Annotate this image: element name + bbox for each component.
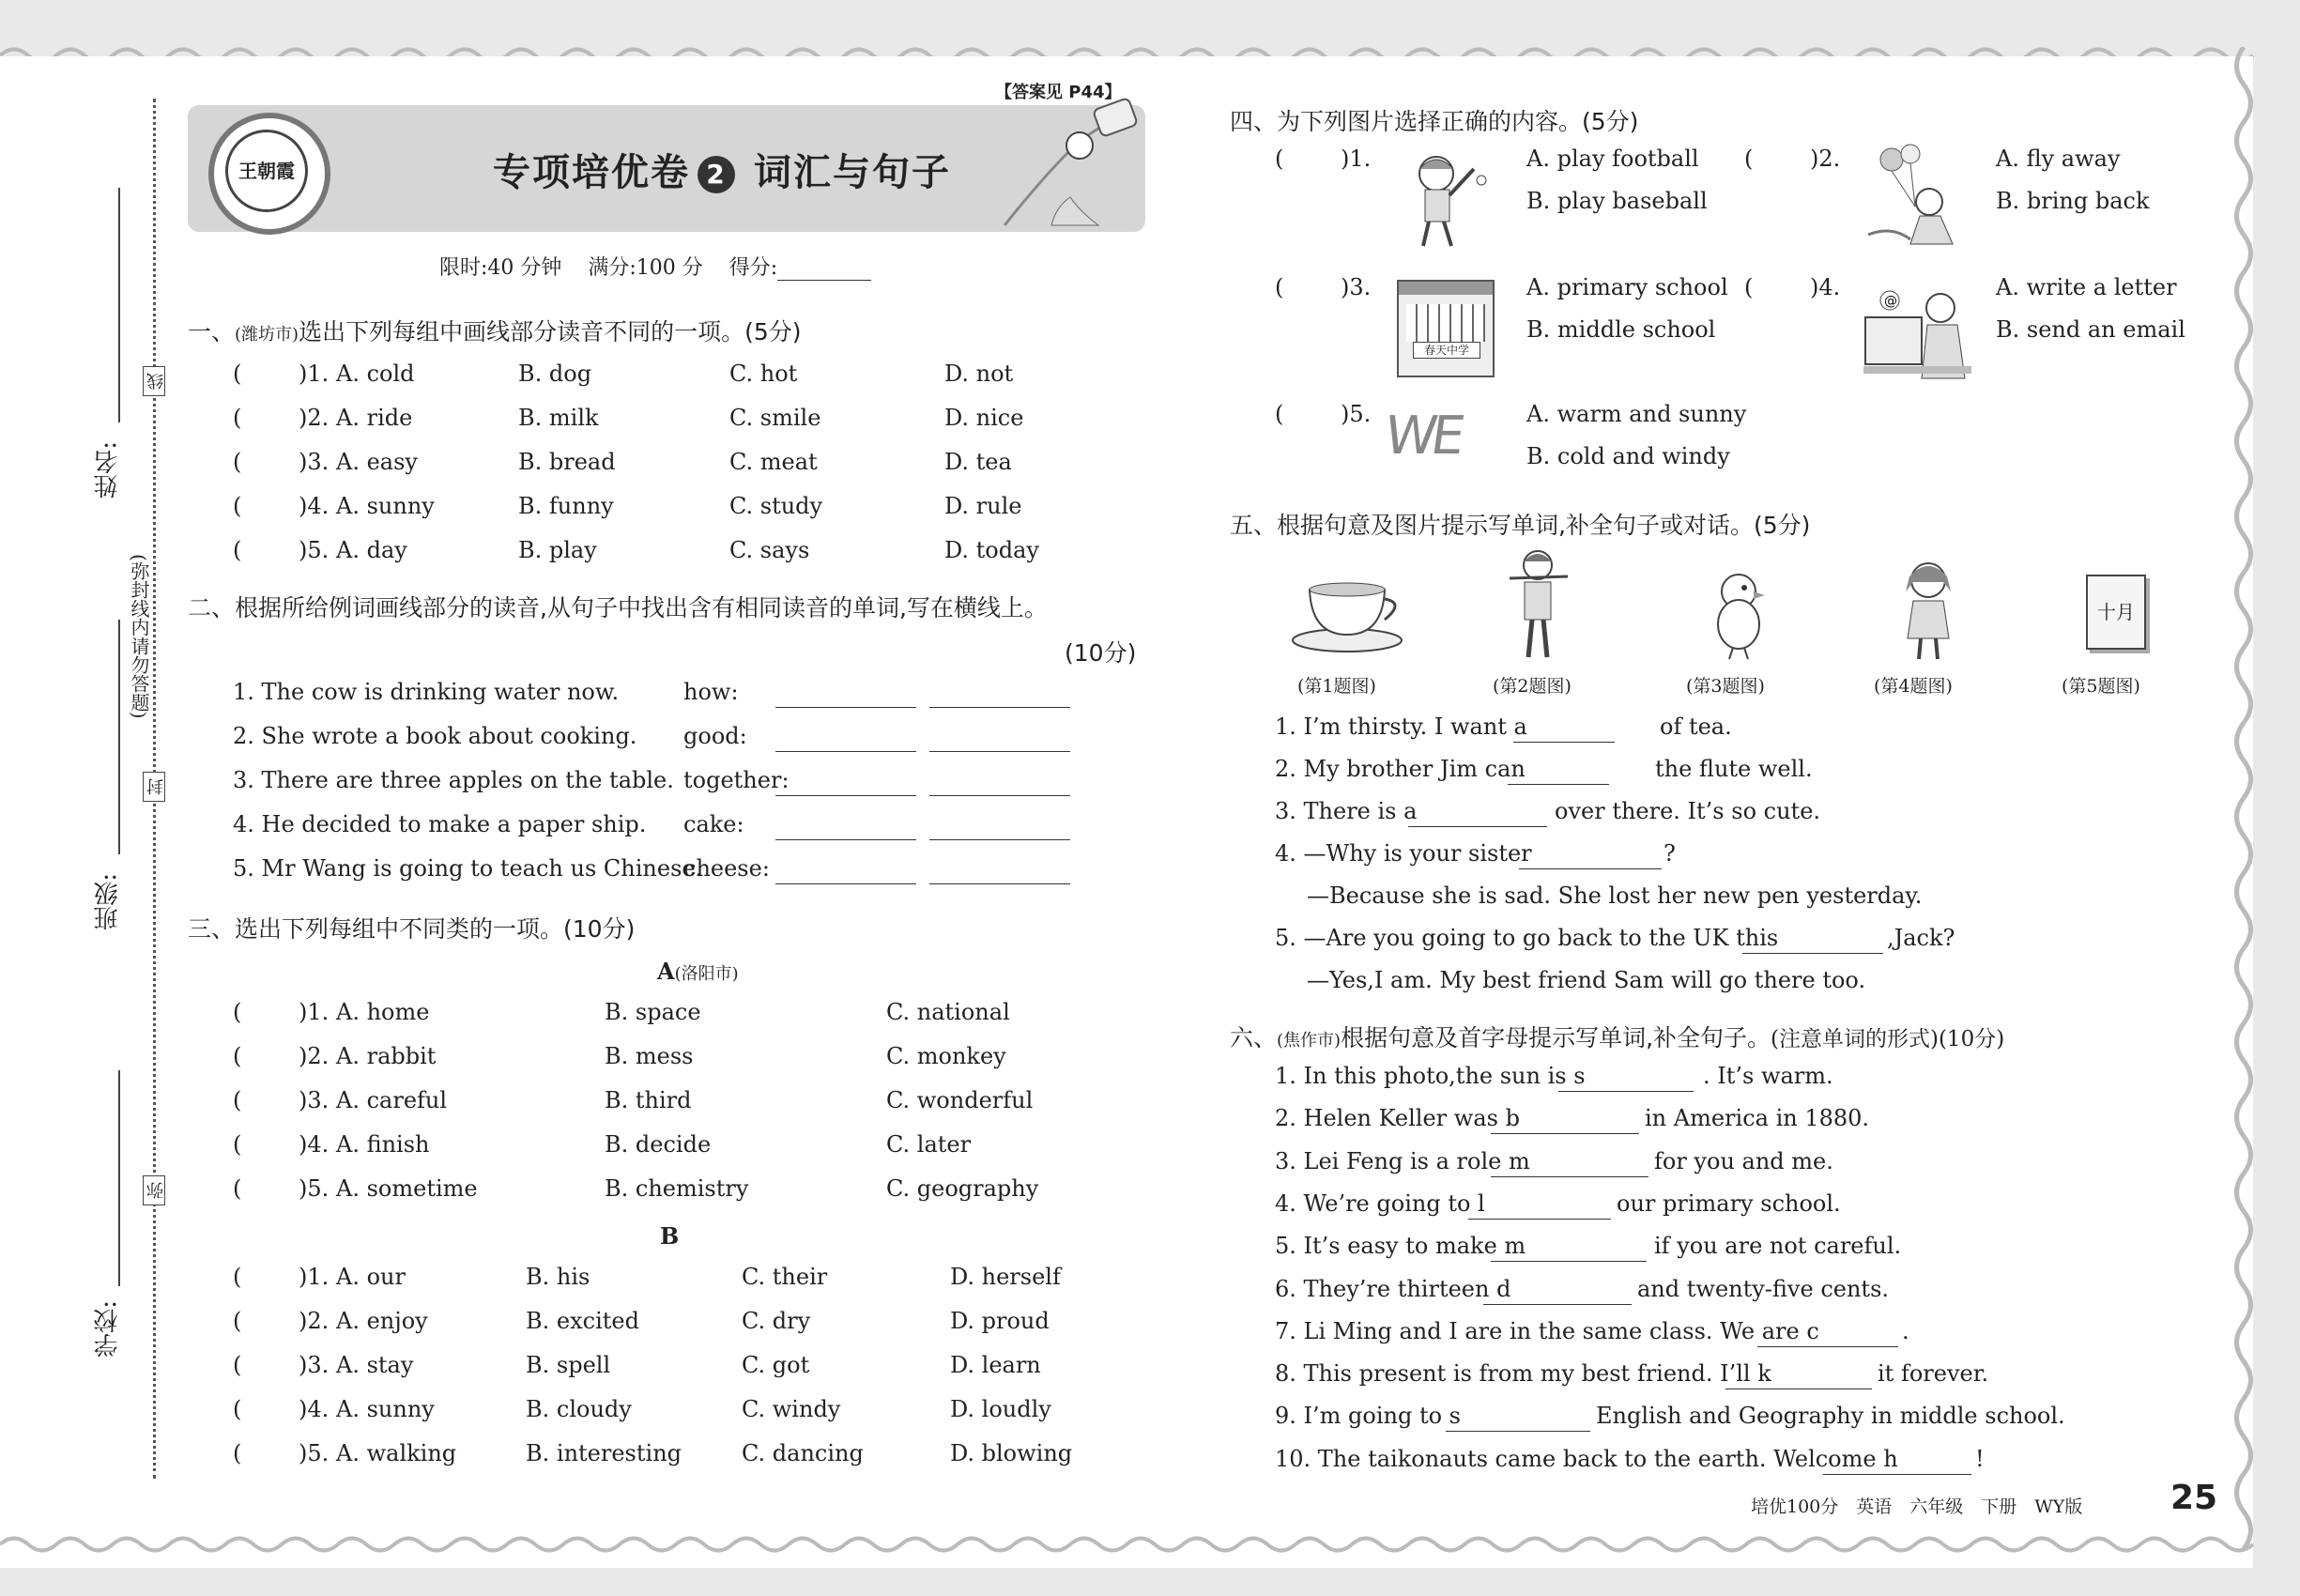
option-a: A. write a letter <box>1996 274 2177 300</box>
option-b: B. his <box>526 1264 590 1290</box>
time-limit: 限时:40 分钟 <box>439 256 562 280</box>
option-a: A. rabbit <box>336 1043 437 1069</box>
answer-blank-2[interactable] <box>929 839 1070 840</box>
section-6-note: (注意单词的形式)(10分) <box>1771 1027 2005 1051</box>
answer-blank[interactable] <box>1757 1346 1898 1347</box>
seal-note: (弥封线内请勿答题) <box>128 554 150 719</box>
answer-paren[interactable]: ( <box>233 999 242 1025</box>
answer-blank-2[interactable] <box>929 751 1070 752</box>
answer-blank-2[interactable] <box>929 795 1070 796</box>
question-text-end: in America in 1880. <box>1645 1105 1870 1132</box>
answer-blank[interactable] <box>1491 1133 1639 1134</box>
option-b: B. excited <box>526 1308 639 1334</box>
exam-limits <box>439 252 871 281</box>
example-word: together: <box>683 767 790 793</box>
computer-boy-picture <box>1863 280 1971 383</box>
teacup-picture <box>1291 573 1413 657</box>
section-3-title: 三、选出下列每组中不同类的一项。(10分) <box>188 915 636 943</box>
option-c: C. smile <box>729 405 821 431</box>
question-number: )1. <box>1341 146 1372 172</box>
option-b: B. mess <box>605 1043 694 1069</box>
option-c: C. meat <box>729 449 818 475</box>
answer-blank-1[interactable] <box>775 839 916 840</box>
school-line[interactable] <box>118 1070 120 1286</box>
answer-blank[interactable] <box>1491 1261 1647 1262</box>
answer-blank-1[interactable] <box>775 795 916 796</box>
balloon-girl-picture <box>1863 141 1967 258</box>
question-text-end: ! <box>1975 1445 1985 1472</box>
option-d: D. rule <box>944 493 1022 519</box>
section-5-title: 五、根据句意及图片提示写单词,补全句子或对话。(5分) <box>1230 512 1811 539</box>
question-text-end: it forever. <box>1878 1360 1989 1388</box>
question-text: —Yes,I am. My best friend Sam will go there too. <box>1307 967 1866 993</box>
answer-paren[interactable]: ( <box>233 537 242 563</box>
wavy-border-right <box>2225 47 2262 1549</box>
option-c: C. national <box>886 999 1010 1025</box>
question-number: )5. <box>299 1440 330 1466</box>
question-text-end: if you are not careful. <box>1654 1233 1902 1260</box>
option-b: B. send an email <box>1996 316 2185 343</box>
flute-boy-picture <box>1500 545 1575 667</box>
sentence: 1. The cow is drinking water now. <box>233 679 620 705</box>
figure-caption: (第5题图) <box>2062 676 2140 697</box>
option-d: D. proud <box>950 1308 1050 1334</box>
question-number: )3. <box>299 449 330 475</box>
question-text: 6. They’re thirteen d <box>1275 1275 1511 1302</box>
option-b: B. cloudy <box>526 1396 632 1422</box>
option-b: B. milk <box>518 405 599 431</box>
title-number: 2 <box>698 156 735 193</box>
figure-caption: (第2题图) <box>1493 676 1572 697</box>
crying-girl-picture <box>1889 554 1969 662</box>
question-number: )4. <box>299 493 330 519</box>
question-text-end: the flute well. <box>1655 756 1813 782</box>
section-6-text: 根据句意及首字母提示写单词,补全句子。 <box>1341 1024 1771 1051</box>
seal-mark-seal: 封 <box>143 772 165 802</box>
example-word: cheese: <box>683 855 770 882</box>
question-text: 2. My brother Jim can <box>1275 756 1526 782</box>
question-text-end: for you and me. <box>1654 1147 1833 1174</box>
question-text-end: ,Jack? <box>1887 925 1955 951</box>
astronaut-illustration <box>986 94 1155 235</box>
svg-text:@: @ <box>1884 294 1897 309</box>
section-1-title <box>188 314 801 347</box>
section-4-title: 四、为下列图片选择正确的内容。(5分) <box>1230 108 1639 135</box>
answer-paren[interactable]: ( <box>233 1043 242 1069</box>
option-b: B. interesting <box>526 1440 682 1466</box>
sentence: 3. There are three apples on the table. <box>233 767 674 793</box>
option-a: A. warm and sunny <box>1526 401 1747 427</box>
figure-caption: (第1题图) <box>1297 676 1376 697</box>
answer-blank[interactable] <box>1408 826 1547 827</box>
class-label: 班级: <box>94 873 122 930</box>
question-text-end: our primary school. <box>1617 1189 1841 1217</box>
answer-blank-1[interactable] <box>775 707 916 708</box>
question-number: )4. <box>1810 274 1841 300</box>
option-a: A. fly away <box>1996 146 2121 172</box>
wind-picture: WE <box>1380 406 1464 467</box>
question-number: )2. <box>299 1308 330 1334</box>
school-label: 学校: <box>94 1300 122 1358</box>
baseball-player-picture <box>1399 141 1493 253</box>
page-number: 25 <box>2170 1479 2218 1517</box>
answer-paren[interactable]: ( <box>233 1175 242 1202</box>
option-b: B. middle school <box>1526 316 1716 343</box>
question-text: 7. Li Ming and I are in the same class. We are c <box>1275 1317 1819 1344</box>
answer-blank[interactable] <box>1491 1176 1648 1177</box>
part-a-label <box>657 958 739 985</box>
question-number: )1. <box>299 361 330 387</box>
calendar-picture: 十月 <box>2086 575 2146 650</box>
question-text: 4. We’re going to l <box>1275 1189 1485 1217</box>
answer-blank[interactable] <box>1446 1431 1590 1432</box>
section-2-score: (10分) <box>1065 639 1137 667</box>
question-text: 9. I’m going to s <box>1275 1403 1461 1430</box>
option-a: A. play football <box>1526 146 1699 172</box>
question-text: 10. The taikonauts came back to the earth. Welcome h <box>1275 1445 1898 1472</box>
option-b: B. cold and windy <box>1526 443 1730 469</box>
option-a: A. day <box>336 537 407 563</box>
option-d: D. not <box>944 361 1014 387</box>
answer-paren[interactable]: ( <box>1744 274 1754 300</box>
question-number: )5. <box>299 537 330 563</box>
bird-picture <box>1701 563 1776 662</box>
option-b: B. bring back <box>1996 188 2150 214</box>
option-a: A. enjoy <box>336 1308 428 1334</box>
answer-paren[interactable]: ( <box>233 1396 242 1422</box>
option-a: A. walking <box>336 1440 457 1466</box>
answer-paren[interactable]: ( <box>233 405 242 431</box>
question-number: )5. <box>1341 401 1372 427</box>
answer-paren[interactable]: ( <box>1275 401 1284 427</box>
option-c: C. says <box>729 537 810 563</box>
answer-blank[interactable] <box>1558 1091 1694 1092</box>
question-number: )3. <box>299 1352 330 1378</box>
answer-blank-1[interactable] <box>775 883 916 884</box>
section-6-region: (焦作市) <box>1277 1031 1342 1051</box>
question-text: 3. There is a <box>1275 798 1418 824</box>
score-label: 得分: <box>728 256 778 280</box>
option-a: A. sunny <box>336 493 435 519</box>
option-c: C. geography <box>886 1175 1039 1202</box>
option-a: A. sunny <box>336 1396 435 1422</box>
option-b: B. spell <box>526 1352 611 1378</box>
title-prefix: 专项培优卷 <box>493 151 690 194</box>
answer-paren[interactable]: ( <box>233 361 242 387</box>
example-word: good: <box>683 723 747 749</box>
part-b-label: B <box>660 1222 680 1250</box>
question-text: —Because she is sad. She lost her new pen yesterday. <box>1307 882 1923 909</box>
option-a: A. our <box>336 1264 406 1290</box>
option-d: D. tea <box>944 449 1012 475</box>
option-a: A. home <box>336 999 430 1025</box>
option-d: D. loudly <box>950 1396 1051 1422</box>
option-b: B. dog <box>518 361 592 387</box>
option-b: B. funny <box>518 493 614 519</box>
answer-paren[interactable]: ( <box>233 1308 242 1334</box>
option-b: B. bread <box>518 449 616 475</box>
option-d: D. herself <box>950 1264 1061 1290</box>
answer-blank[interactable] <box>1483 1304 1632 1305</box>
answer-reference: 【答案见 P44】 <box>995 83 1122 102</box>
answer-paren[interactable]: ( <box>233 449 242 475</box>
school-building-picture <box>1397 280 1495 377</box>
option-a: A. primary school <box>1526 274 1728 300</box>
option-c: C. dry <box>742 1308 811 1334</box>
question-text-end: over there. It’s so cute. <box>1555 798 1821 824</box>
answer-paren[interactable]: ( <box>1744 146 1754 172</box>
question-number: )3. <box>299 1087 330 1113</box>
answer-blank[interactable] <box>1823 1474 1971 1475</box>
part-a-letter: A <box>657 958 675 985</box>
question-text-end: ? <box>1664 840 1676 867</box>
option-c: C. later <box>886 1131 972 1158</box>
score-blank[interactable] <box>777 263 871 281</box>
question-number: )5. <box>299 1175 330 1202</box>
option-c: C. got <box>742 1352 810 1378</box>
question-text-end: . <box>1902 1317 1909 1344</box>
section-1-region: (潍坊市) <box>235 325 299 345</box>
option-a: A. careful <box>336 1087 448 1113</box>
question-number: )3. <box>1341 274 1372 300</box>
question-text: 4. —Why is your sister <box>1275 840 1532 867</box>
question-text: 1. In this photo,the sun is s <box>1275 1063 1586 1089</box>
option-b: B. play <box>518 537 597 563</box>
page-title <box>493 143 951 196</box>
title-suffix: 词汇与句子 <box>754 151 951 194</box>
question-text: 5. —Are you going to go back to the UK this <box>1275 925 1779 951</box>
answer-paren[interactable]: ( <box>1275 274 1284 300</box>
question-number: )2. <box>299 1043 330 1069</box>
question-number: )1. <box>299 999 330 1025</box>
logo-text: 王朝霞 <box>225 130 308 212</box>
name-line[interactable] <box>118 188 120 422</box>
answer-blank-2[interactable] <box>929 707 1070 708</box>
option-a: A. sometime <box>336 1175 478 1202</box>
section-2-title: 二、根据所给例词画线部分的读音,从句子中找出含有相同读音的单词,写在横线上。 <box>188 594 1048 622</box>
question-text: 5. It’s easy to make m <box>1275 1233 1526 1260</box>
option-a: A. stay <box>336 1352 414 1378</box>
option-c: C. their <box>742 1264 828 1290</box>
wavy-border-bottom <box>0 1530 2300 1558</box>
option-c: C. monkey <box>886 1043 1006 1069</box>
option-b: B. chemistry <box>605 1175 749 1202</box>
option-d: D. today <box>944 537 1039 563</box>
answer-paren[interactable]: ( <box>1275 146 1284 172</box>
section-1-number: 一、 <box>188 318 236 345</box>
example-word: cake: <box>683 811 744 837</box>
name-label: 姓名: <box>94 441 122 499</box>
option-a: A. ride <box>336 405 413 431</box>
school-sign: 春天中学 <box>1413 342 1480 359</box>
option-c: C. wonderful <box>886 1087 1034 1113</box>
answer-blank[interactable] <box>1468 1219 1611 1220</box>
option-b: B. play baseball <box>1526 188 1708 214</box>
answer-paren[interactable]: ( <box>233 493 242 519</box>
option-a: A. finish <box>336 1131 430 1158</box>
option-d: D. blowing <box>950 1440 1073 1466</box>
section-6-number: 六、 <box>1230 1024 1278 1051</box>
option-b: B. space <box>605 999 701 1025</box>
section-1-text: 选出下列每组中画线部分读音不同的一项。(5分) <box>299 318 802 345</box>
sentence: 2. She wrote a book about cooking. <box>233 723 637 749</box>
example-word: how: <box>683 679 739 705</box>
seal-mark-mi: 弥 <box>143 1175 165 1205</box>
section-6-title <box>1230 1020 2004 1053</box>
option-c: C. windy <box>742 1396 841 1422</box>
question-text: 8. This present is from my best friend. I’ll k <box>1275 1360 1771 1388</box>
sentence: 4. He decided to make a paper ship. <box>233 811 647 837</box>
publisher-logo <box>208 113 330 235</box>
answer-blank[interactable] <box>1513 742 1615 743</box>
question-text: 2. Helen Keller was b <box>1275 1105 1520 1132</box>
question-text: 3. Lei Feng is a role m <box>1275 1147 1530 1174</box>
option-c: C. dancing <box>742 1440 864 1466</box>
question-text-end: of tea. <box>1660 714 1732 740</box>
question-number: )1. <box>299 1264 330 1290</box>
part-a-region: (洛阳市) <box>674 964 739 984</box>
answer-blank[interactable] <box>1519 868 1662 869</box>
question-number: )2. <box>1810 146 1841 172</box>
question-number: )4. <box>299 1131 330 1158</box>
option-b: B. third <box>605 1087 692 1113</box>
answer-paren[interactable]: ( <box>233 1264 242 1290</box>
question-text: 1. I’m thirsty. I want a <box>1275 714 1527 740</box>
seal-mark-line: 线 <box>143 366 165 396</box>
option-d: D. learn <box>950 1352 1041 1378</box>
answer-blank-1[interactable] <box>775 751 916 752</box>
figure-caption: (第3题图) <box>1686 676 1765 697</box>
question-text-end: and twenty-five cents. <box>1637 1275 1890 1302</box>
answer-paren[interactable]: ( <box>233 1131 242 1158</box>
question-text-end: . It’s warm. <box>1703 1063 1833 1089</box>
answer-blank[interactable] <box>1508 784 1609 785</box>
question-text-end: English and Geography in middle school. <box>1596 1403 2065 1430</box>
answer-blank[interactable] <box>1742 953 1883 954</box>
answer-paren[interactable]: ( <box>233 1087 242 1113</box>
option-a: A. cold <box>336 361 415 387</box>
answer-paren[interactable]: ( <box>233 1352 242 1378</box>
question-number: )2. <box>299 405 330 431</box>
footer-info: 培优100分 英语 六年级 下册 WY版 <box>1751 1496 2083 1517</box>
option-c: C. hot <box>729 361 798 387</box>
option-d: D. nice <box>944 405 1024 431</box>
option-a: A. easy <box>336 449 418 475</box>
option-b: B. decide <box>605 1131 712 1158</box>
question-number: )4. <box>299 1396 330 1422</box>
answer-blank-2[interactable] <box>929 883 1070 884</box>
sentence: 5. Mr Wang is going to teach us Chinese. <box>233 855 703 882</box>
option-c: C. study <box>729 493 823 519</box>
class-line[interactable] <box>118 620 120 854</box>
answer-paren[interactable]: ( <box>233 1440 242 1466</box>
figure-caption: (第4题图) <box>1874 676 1953 697</box>
full-score: 满分:100 分 <box>588 256 703 280</box>
